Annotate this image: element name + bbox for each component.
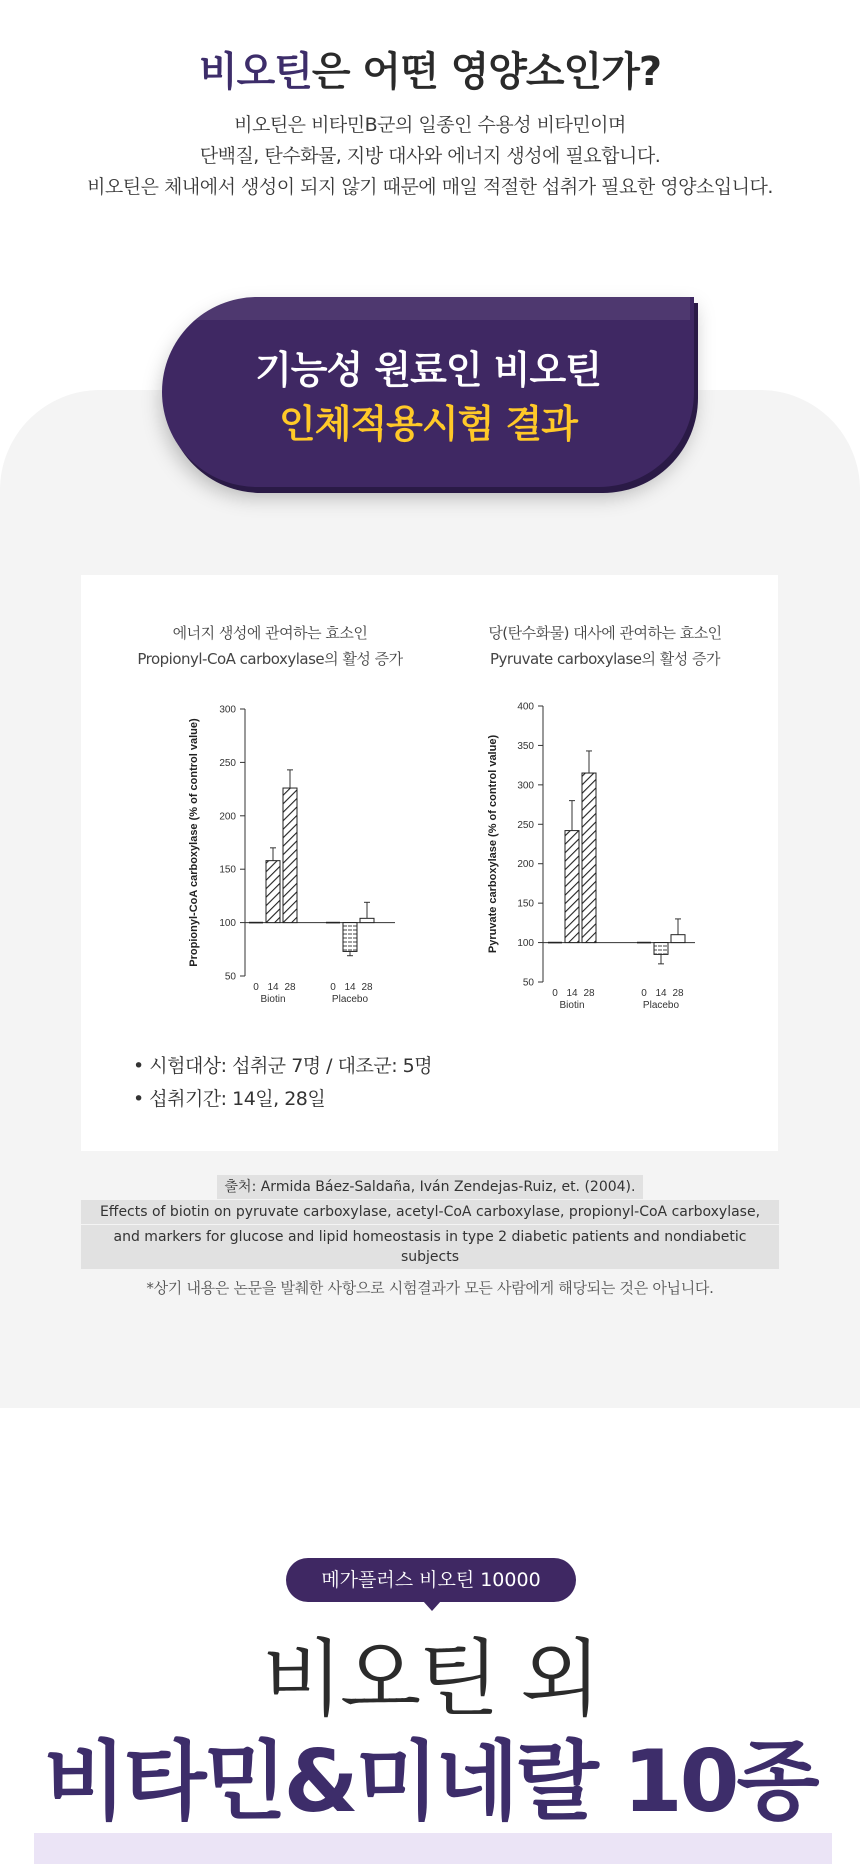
source-line1 — [0, 1175, 860, 1199]
chart1-subtitle-line: 에너지 생성에 관여하는 효소인 — [172, 624, 368, 642]
y-tick-label: 150 — [219, 864, 236, 876]
group-label: Placebo — [331, 994, 369, 1005]
x-tick-label: 28 — [361, 982, 373, 993]
source-text: 출처: Armida Báez-Saldaña, Iván Zendejas-Ruiz, et. (2004). — [217, 1175, 644, 1199]
chart1-subtitle-line: Propionyl-CoA carboxylase의 활성 증가 — [137, 650, 403, 668]
x-tick-label: 28 — [284, 982, 296, 993]
title-accent: 비오틴 — [198, 49, 312, 95]
chart2-subtitle-line: Pyruvate carboxylase의 활성 증가 — [489, 650, 721, 668]
product-tag: 메가플러스 비오틴 10000 — [286, 1558, 576, 1602]
bar — [582, 773, 596, 943]
next-section-band — [34, 1833, 832, 1864]
x-tick-label: 14 — [267, 982, 279, 993]
intro-line: 단백질, 탄수화물, 지방 대사와 에너지 생성에 필요합니다. — [199, 145, 661, 167]
y-tick-label: 200 — [219, 811, 236, 823]
badge-line2: 인체적용시험 결과 — [279, 402, 577, 446]
x-tick-label: 14 — [566, 988, 578, 999]
y-tick-label: 100 — [517, 938, 534, 950]
bar — [654, 943, 668, 955]
bar — [565, 831, 579, 943]
study-info — [133, 1050, 432, 1116]
x-tick-label: 28 — [583, 988, 595, 999]
group-label: Placebo — [642, 1000, 680, 1011]
bar — [266, 861, 280, 923]
badge-line1: 기능성 원료인 비오틴 — [255, 348, 601, 392]
x-tick-label: 0 — [641, 988, 647, 999]
y-tick-label: 50 — [224, 971, 236, 983]
chart2-subtitle-line: 당(탄수화물) 대사에 관여하는 효소인 — [488, 624, 722, 642]
intro-line: 비오틴은 체내에서 생성이 되지 않기 때문에 매일 적절한 섭취가 필요한 영양소입니다. — [87, 176, 773, 198]
x-tick-label: 28 — [672, 988, 684, 999]
y-tick-label: 50 — [522, 977, 534, 989]
bar — [343, 923, 357, 952]
disclaimer-note: *상기 내용은 논문을 발췌한 사항으로 시험결과가 모든 사람에게 해당되는 것은 아닙니다. — [146, 1279, 714, 1297]
bar — [360, 918, 374, 922]
source-text: and markers for glucose and lipid homeostasis in type 2 diabetic patients and nondiabetic subjects — [81, 1225, 779, 1269]
y-axis-label: Pyruvate carboxylase (% of control value) — [487, 734, 499, 954]
x-tick-label: 0 — [552, 988, 558, 999]
y-tick-label: 400 — [517, 701, 534, 713]
study-bullet: • 시험대상: 섭취군 7명 / 대조군: 5명 — [133, 1055, 433, 1077]
chart1 — [188, 705, 395, 1006]
y-tick-label: 250 — [517, 819, 534, 831]
title-rest: 은 어떤 영양소인가? — [311, 49, 662, 95]
y-tick-label: 350 — [517, 740, 534, 752]
source-line3 — [0, 1225, 860, 1269]
headline-line1: 비오틴 외 — [261, 1630, 599, 1728]
y-tick-label: 200 — [517, 859, 534, 871]
y-tick-label: 250 — [219, 757, 236, 769]
y-tick-label: 150 — [517, 898, 534, 910]
y-tick-label: 100 — [219, 918, 236, 930]
y-tick-label: 300 — [219, 704, 236, 716]
group-label: Biotin — [260, 994, 286, 1005]
bar — [283, 788, 297, 923]
x-tick-label: 0 — [253, 982, 259, 993]
source-line2 — [0, 1200, 860, 1224]
intro-line: 비오틴은 비타민B군의 일종인 수용성 비타민이며 — [234, 114, 626, 136]
source-text: Effects of biotin on pyruvate carboxylase, acetyl-CoA carboxylase, propionyl-CoA carboxylase, — [81, 1200, 779, 1224]
study-bullet: • 섭취기간: 14일, 28일 — [133, 1088, 326, 1110]
x-tick-label: 14 — [655, 988, 667, 999]
y-axis-label: Propionyl-CoA carboxylase (% of control value) — [188, 718, 200, 967]
y-tick-label: 300 — [517, 780, 534, 792]
x-tick-label: 14 — [344, 982, 356, 993]
group-label: Biotin — [559, 1000, 585, 1011]
bar — [671, 935, 685, 943]
headline-line2: 비타민&미네랄 10종 — [43, 1732, 817, 1832]
x-tick-label: 0 — [330, 982, 336, 993]
chart2 — [487, 702, 695, 1012]
